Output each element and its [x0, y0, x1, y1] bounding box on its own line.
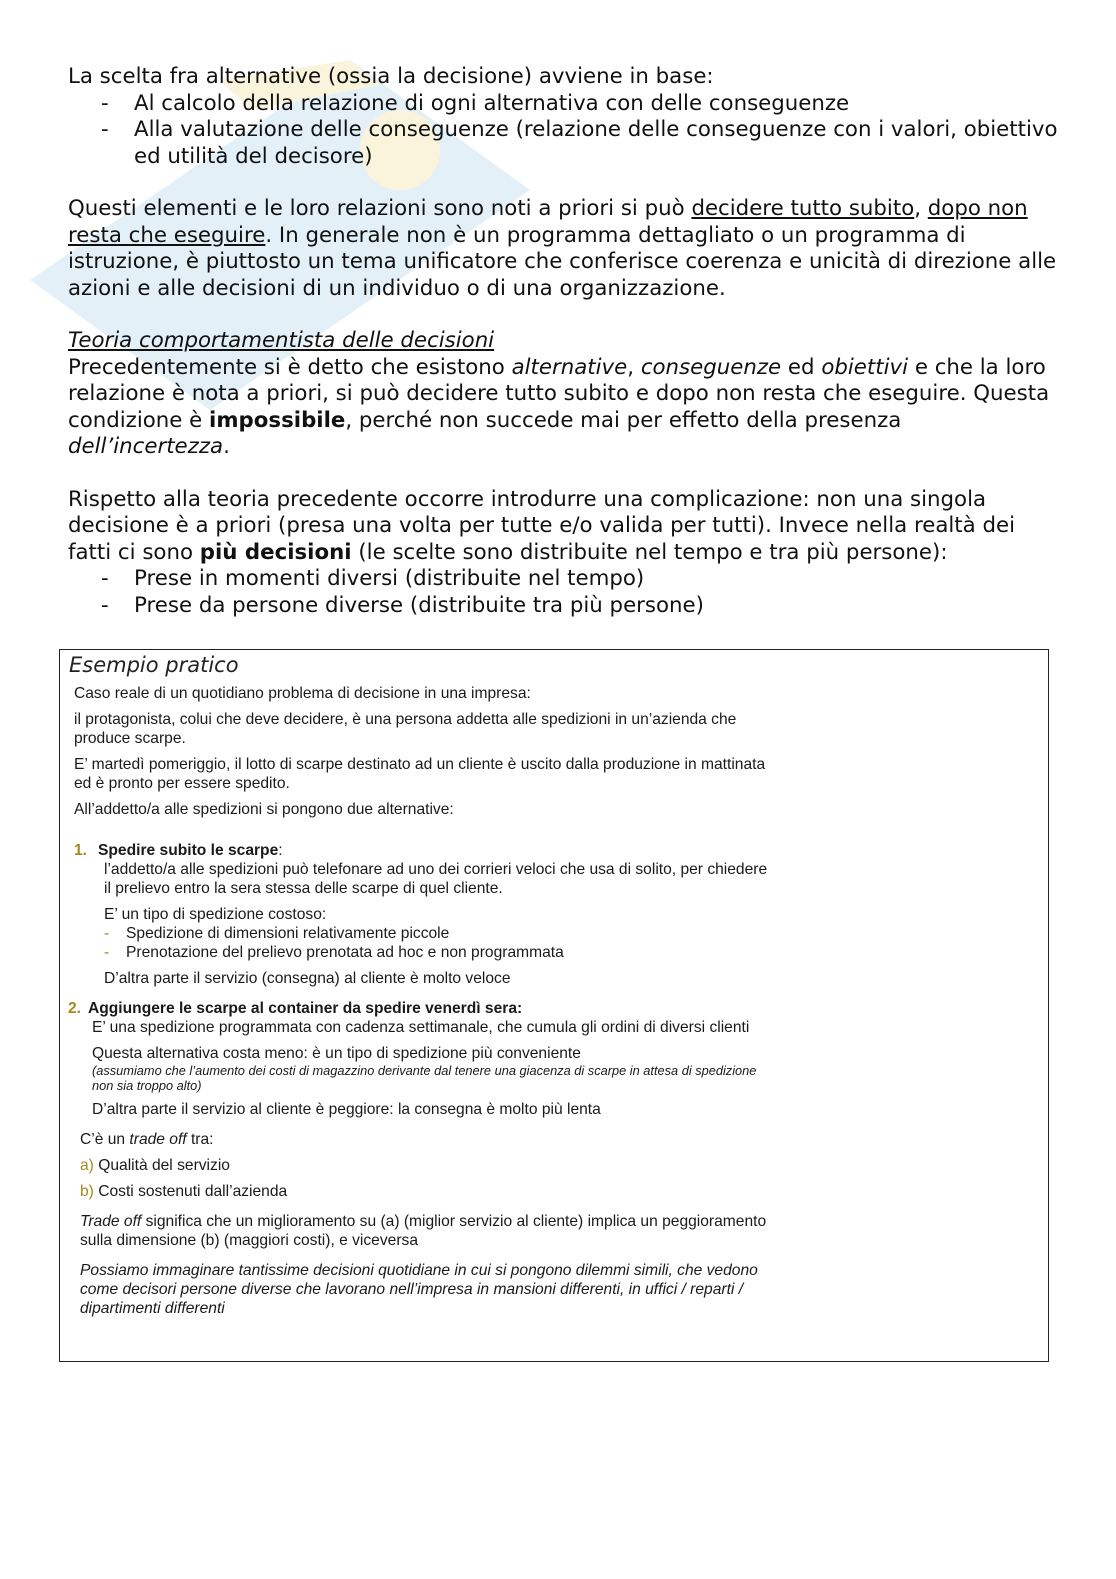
underlined-phrase: decidere tutto subito: [691, 196, 915, 221]
section-title: Teoria comportamentista delle decisioni: [68, 328, 495, 353]
example-line: All’addetto/a alle spedizioni si pongono due alternative:: [74, 801, 454, 818]
paragraph-priori: Questi elementi e le loro relazioni sono noti a priori si può decidere tutto subito, dopo non resta che eseguire. In generale non è un programma dettagliato o un programma di istruzione, è piuttosto un tema unificatore che conferisce coerenza e unicità di direzione alle azioni e alle decisioni di un individuo o di una organizzazione.: [68, 196, 1057, 301]
alternative-1-heading: 1. Spedire subito le scarpe:: [74, 842, 283, 859]
alternative-1-other: D’altra parte il servizio (consegna) al cliente è molto veloce: [104, 970, 511, 987]
example-content: [68, 684, 774, 1318]
underlined-phrase: dopo non resta che eseguire: [68, 196, 1028, 248]
paragraph-behavioral: Precedentemente si è detto che esistono alternative, conseguenze ed obiettivi e che la loro relazione è nota a priori, si può decidere tutto subito e dopo non resta che eseguire. Questa condizione è impossibile, perché non succede mai per effetto della presenza dell’incertezza.: [68, 354, 1050, 459]
example-title: Esempio pratico: [69, 653, 239, 677]
list-item: - Prenotazione del prelievo prenotata ad hoc e non programmata: [104, 944, 564, 961]
alternative-2-note: (assumiamo che l’aumento dei costi di magazzino derivante dal tenere una giacenza di scarpe in attesa di spedizione non sia troppo alto): [92, 1063, 757, 1093]
alternative-1-cost: E’ un tipo di spedizione costoso:: [104, 906, 327, 923]
example-line: il protagonista, colui che deve decidere, è una persona addetta alle spedizioni in un’azienda che produce scarpe.: [74, 711, 737, 747]
tradeoff-item-b: b) Costi sostenuti dall’azienda: [80, 1183, 288, 1200]
list-item: - Al calcolo della relazione di ogni alternativa con delle conseguenze: [68, 91, 1058, 118]
alternative-2-cost: Questa alternativa costa meno: è un tipo di spedizione più conveniente: [92, 1045, 581, 1062]
decisions-list: [68, 566, 1058, 619]
tradeoff-item-a: a) Qualità del servizio: [80, 1157, 230, 1174]
alternative-1-desc: l’addetto/a alle spedizioni può telefonare ad uno dei corrieri veloci che usa di solito, per chiedere il prelievo entro la sera stessa delle scarpe di quel cliente.: [104, 861, 768, 897]
example-line: Caso reale di un quotidiano problema di decisione in una impresa:: [74, 685, 531, 702]
example-line: E’ martedì pomeriggio, il lotto di scarpe destinato ad un cliente è uscito dalla produzione in mattinata ed è pronto per essere spedito.: [74, 756, 766, 792]
tradeoff-closing: Possiamo immaginare tantissime decisioni quotidiane in cui si pongono dilemmi simili, che vedono come decisori persone diverse che lavorano nell’impresa in mansioni differenti, in uffici / reparti / dipartimenti differenti: [80, 1262, 758, 1317]
alternative-2-heading: 2. Aggiungere le scarpe al container da spedire venerdì sera:: [68, 1000, 523, 1017]
document-body: [68, 64, 1058, 619]
alternative-2-desc: E’ una spedizione programmata con cadenza settimanale, che cumula gli ordini di diversi clienti: [92, 1019, 750, 1036]
list-item: - Spedizione di dimensioni relativamente piccole: [104, 925, 450, 942]
alternative-2-other: D’altra parte il servizio al cliente è peggiore: la consegna è molto più lenta: [92, 1101, 601, 1118]
list-item: - Prese da persone diverse (distribuite tra più persone): [68, 593, 1058, 620]
paragraph-complication: Rispetto alla teoria precedente occorre introdurre una complicazione: non una singola decisione è a priori (presa una volta per tutte e/o valida per tutti). Invece nella realtà dei fatti ci sono più decisioni (le scelte sono distribuite nel tempo e tra più persone):: [68, 486, 1016, 565]
list-item: - Prese in momenti diversi (distribuite nel tempo): [68, 566, 1058, 593]
example-box: [59, 649, 1049, 1362]
tradeoff-definition: Trade off significa che un miglioramento su (a) (miglior servizio al cliente) implica un peggioramento sulla dimensione (b) (maggiori costi), e viceversa: [80, 1213, 767, 1249]
intro-list: [68, 91, 1058, 171]
tradeoff-intro: C’è un trade off tra:: [80, 1131, 214, 1148]
intro-lead: La scelta fra alternative (ossia la decisione) avviene in base:: [68, 64, 714, 89]
list-item: - Alla valutazione delle conseguenze (relazione delle conseguenze con i valori, obiettivo ed utilità del decisore): [68, 117, 1058, 170]
